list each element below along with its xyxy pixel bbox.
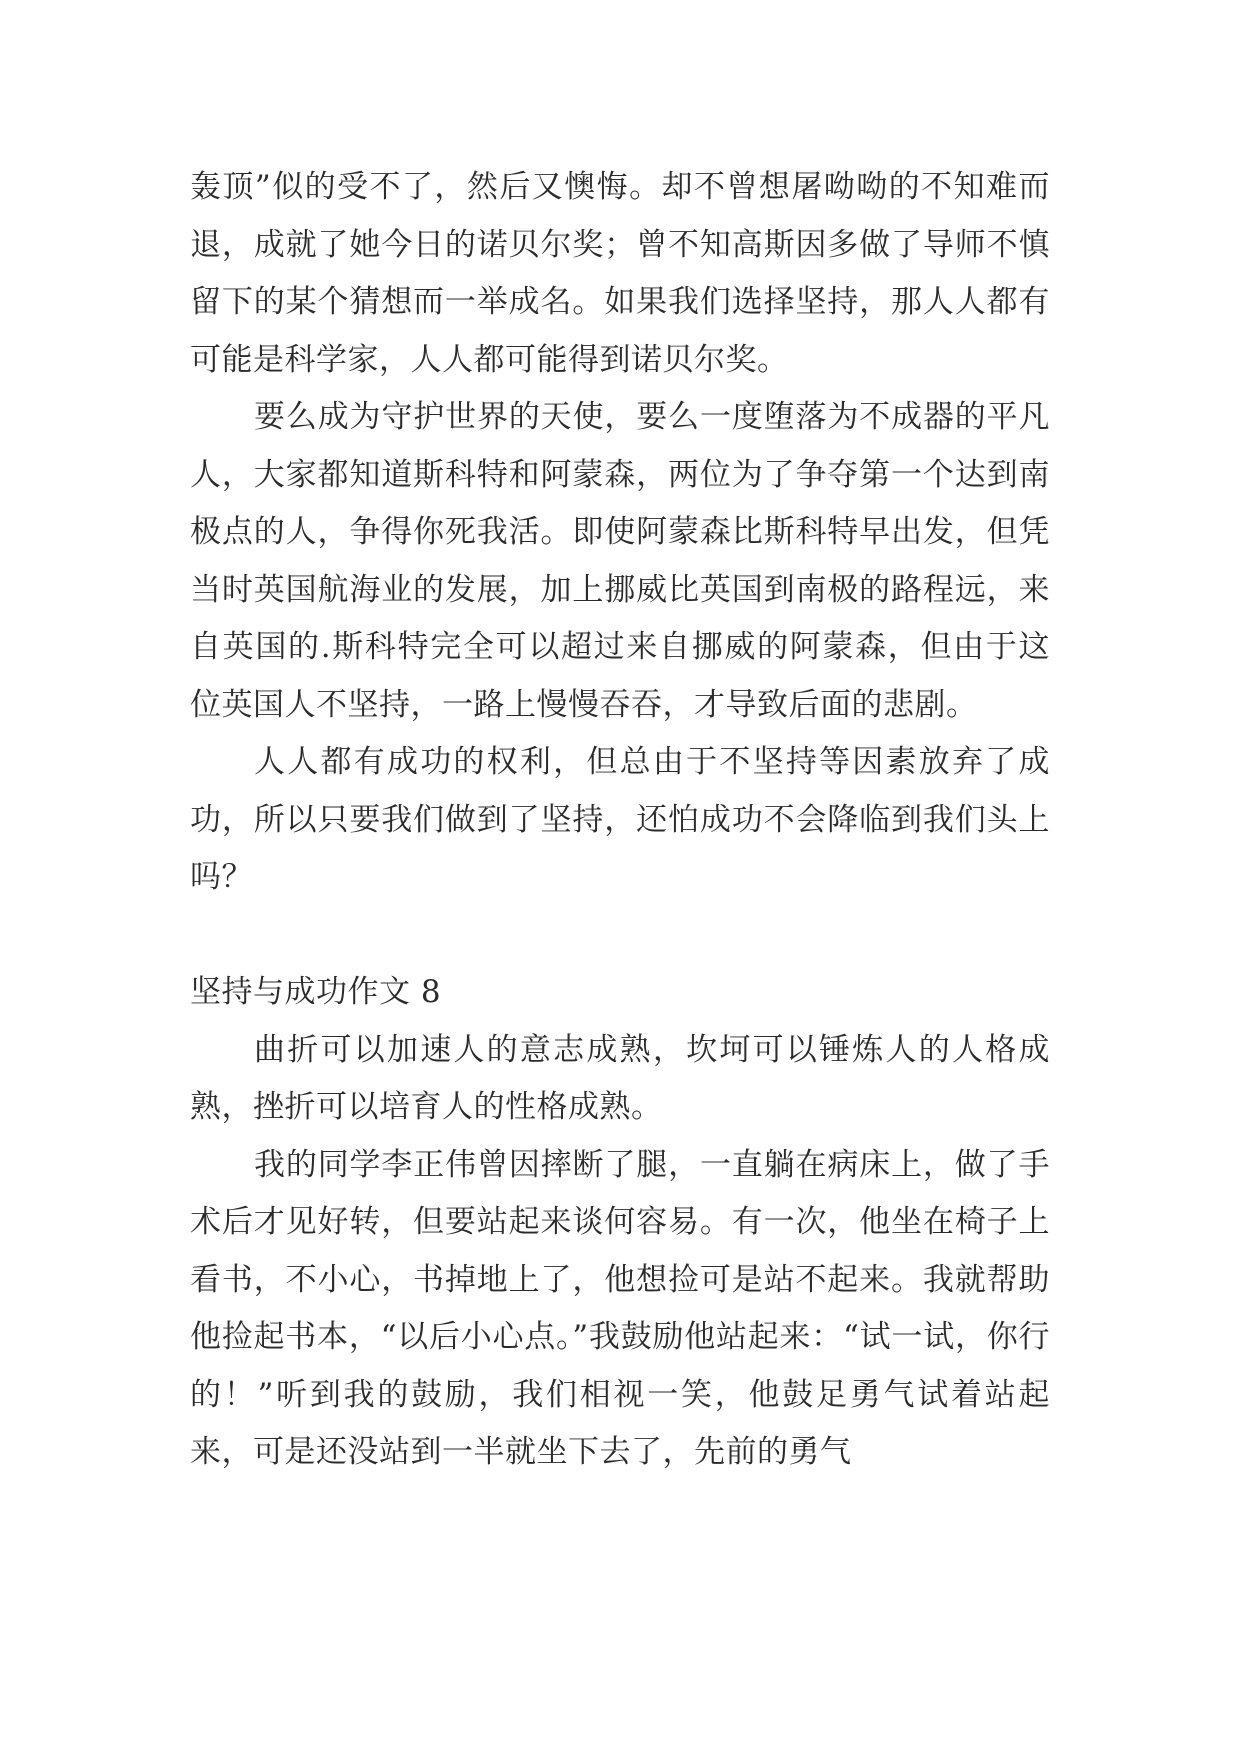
section-spacer bbox=[190, 907, 1050, 965]
paragraph-1: 轰顶”似的受不了，然后又懊悔。却不曾想屠呦呦的不知难而退，成就了她今日的诺贝尔奖；曾不知高斯因多做了导师不慎留下的某个猜想而一举成名。如果我们选择坚持，那人人都有可能是科学家，人人都可能得到诺贝尔奖。 bbox=[190, 169, 1050, 378]
paragraph-4: 曲折可以加速人的意志成熟，坎坷可以锤炼人的人格成熟，挫折可以培育人的性格成熟。 bbox=[190, 1031, 1050, 1125]
paragraph-2: 要么成为守护世界的天使，要么一度堕落为不成器的平凡人，大家都知道斯科特和阿蒙森，两位为了争夺第一个达到南极点的人，争得你死我活。即使阿蒙森比斯科特早出发，但凭当时英国航海业的发展，加上挪威比英国到南极的路程远，来自英国的.斯科特完全可以超过来自挪威的阿蒙森，但由于这位英国人不坚持，一路上慢慢吞吞，才导致后面的悲剧。 bbox=[190, 399, 1050, 723]
document-body bbox=[190, 159, 1050, 1482]
paragraph-3: 人人都有成功的权利，但总由于不坚持等因素放弃了成功，所以只要我们做到了坚持，还怕成功不会降临到我们头上吗？ bbox=[190, 744, 1050, 895]
paragraph-5: 我的同学李正伟曾因摔断了腿，一直躺在病床上，做了手术后才见好转，但要站起来谈何容易。有一次，他坐在椅子上看书，不小心，书掉地上了，他想捡可是站不起来。我就帮助他捡起书本，“以后小心点。”我鼓励他站起来：“试一试，你行的！”听到我的鼓励，我们相视一笑，他鼓足勇气试着站起来，可是还没站到一半就坐下去了，先前的勇气 bbox=[190, 1146, 1050, 1470]
section-title: 坚持与成功作文 8 bbox=[190, 974, 442, 1010]
